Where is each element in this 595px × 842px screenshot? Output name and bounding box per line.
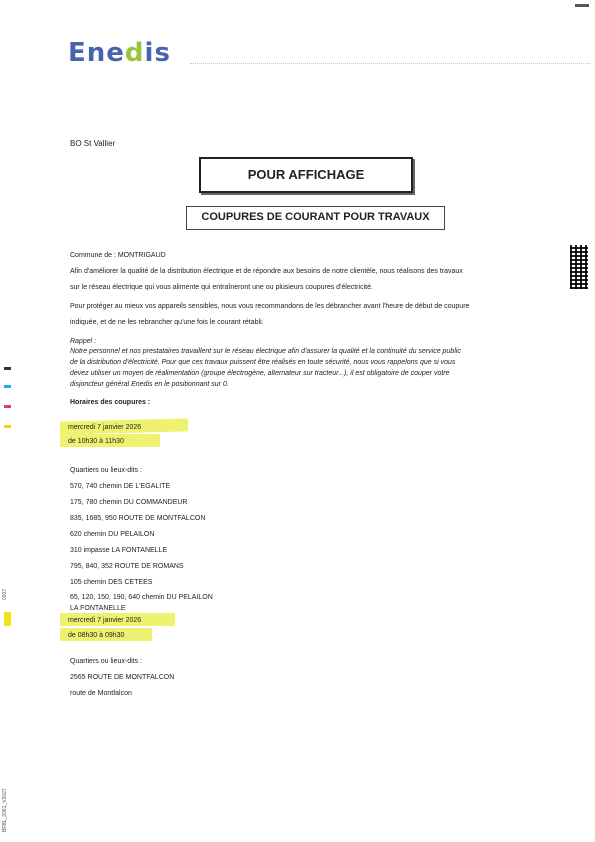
outage-1-place: 620 chemin DU PELAILON (70, 531, 155, 538)
intro-line-1: Afin d'améliorer la qualité de la distribution électrique et de répondre aux besoins de notre clientèle, nous réalisons des travaux (70, 268, 463, 275)
side-document-code: BFBL_2061_V2027 (2, 788, 8, 832)
registration-mark-black (4, 367, 11, 370)
intro-line-2: sur le réseau électrique qui vous alimente qui entraîneront une ou plusieurs coupures d'électricité. (70, 284, 373, 291)
advice-line-1: Pour protéger au mieux vos appareils sensibles, nous vous recommandons de les débrancher avant l'heure de début de coupure (70, 303, 470, 310)
rappel-line-1: Notre personnel et nos prestataires travaillent sur le réseau électrique afin d'assurer la qualité et la continuité du service public (70, 348, 461, 355)
outage-1-place: 795, 840, 352 ROUTE DE ROMANS (70, 563, 184, 570)
outage-2-time: de 08h30 à 09h30 (68, 632, 125, 639)
outage-1-place: LA FONTANELLE (70, 605, 126, 612)
outage-1-place: 835, 1685, 950 ROUTE DE MONTFALCON (70, 515, 206, 522)
outage-1-time: de 10h30 à 11h30 (68, 438, 124, 445)
rappel-line-2: de la distribution d'électricité. Pour que ces travaux puissent être réalisés en toute sécurité, nous vous rappelons que si vous (70, 359, 456, 366)
header-divider (190, 63, 590, 64)
outage-1-place: 105 chemin DES CETEES (70, 579, 153, 586)
registration-mark-cyan (4, 385, 11, 388)
outage-2-place: 2565 ROUTE DE MONTFALCON (70, 674, 175, 681)
notice-box-label: POUR AFFICHAGE (247, 167, 365, 182)
outage-2-date: mercredi 7 janvier 2026 (68, 617, 142, 624)
registration-mark-yellow (4, 425, 11, 428)
outage-1-place: 310 impasse LA FONTANELLE (70, 547, 168, 554)
outage-2-place: route de Montfalcon (70, 690, 132, 697)
side-page-code: 0207 (2, 588, 8, 600)
datamatrix-code (570, 245, 588, 289)
title-box (186, 206, 445, 230)
sender-office: BO St Vallier (70, 139, 116, 148)
rappel-line-4: disjoncteur général Enedis en le positionnant sur 0. (70, 381, 229, 388)
rappel-label: Rappel : (70, 338, 97, 345)
registration-mark-magenta (4, 405, 11, 408)
outage-1-place: 175, 780 chemin DU COMMANDEUR (70, 499, 188, 506)
rappel-line-3: devez utiliser un moyen de réalimentation (groupe électrogène, alternateur sur tracteur...), il est obligatoire de couper votre (70, 370, 450, 377)
outage-1-date: mercredi 7 janvier 2026 (68, 424, 142, 431)
document-title: COUPURES DE COURANT POUR TRAVAUX (201, 211, 430, 223)
registration-mark-yellow-2 (4, 612, 11, 626)
outage-1-place: 570, 740 chemin DE L'EGALITE (70, 483, 171, 490)
notice-box (199, 157, 413, 193)
enedis-logo: Enedis (68, 38, 171, 68)
corner-scan-mark (575, 4, 589, 7)
outage-1-place: 65, 120, 150, 190, 640 chemin DU PELAILON (70, 594, 213, 601)
outage-2-quartiers-label: Quartiers ou lieux-dits : (70, 658, 142, 665)
advice-line-2: indiquée, et de ne les rebrancher qu'une fois le courant rétabli. (70, 319, 264, 326)
horaires-label: Horaires des coupures : (70, 399, 151, 406)
outage-1-quartiers-label: Quartiers ou lieux-dits : (70, 467, 142, 474)
commune-line: Commune de : MONTRIGAUD (70, 252, 166, 259)
